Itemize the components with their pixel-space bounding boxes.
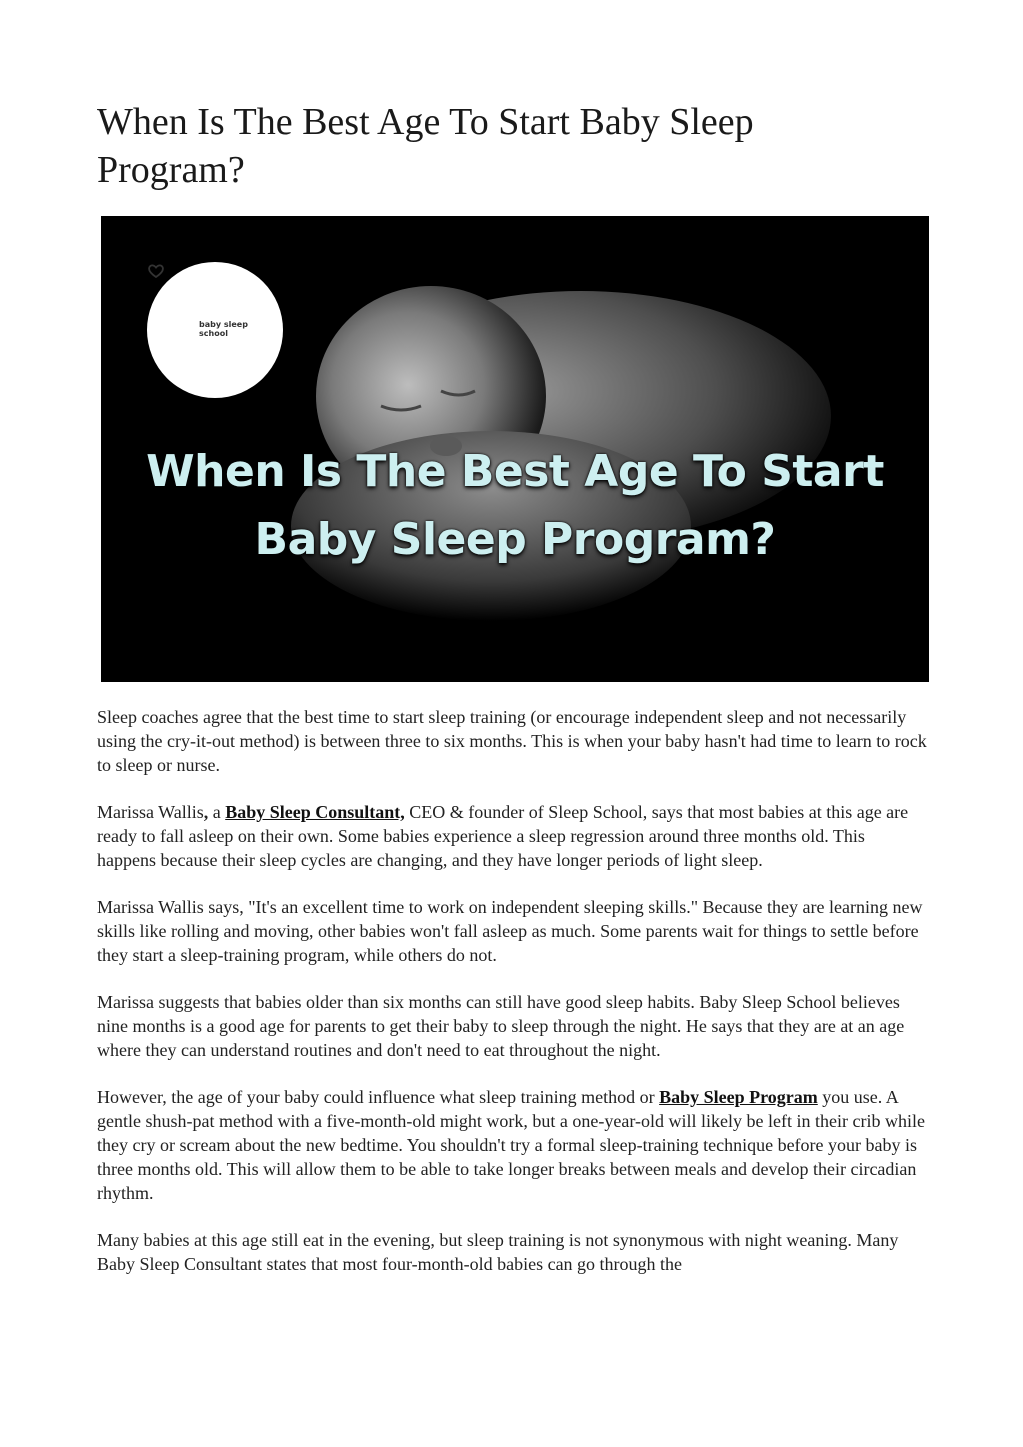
paragraph-2-text: Marissa Wallis	[97, 802, 204, 822]
paragraph-6: Many babies at this age still eat in the evening, but sleep training is not synonymous with night weaning. Many Baby Sleep Consultant states that most four-month-old babies can go through the	[97, 1230, 899, 1274]
hero-title	[101, 438, 929, 574]
logo-text	[199, 320, 259, 338]
paragraph-2-text: a	[208, 802, 226, 822]
logo-line-2: school	[199, 329, 228, 338]
baby-sleep-program-link[interactable]: Baby Sleep Program	[659, 1087, 818, 1107]
hero-title-line-2: Baby Sleep Program?	[254, 514, 776, 565]
paragraph-1: Sleep coaches agree that the best time to start sleep training (or encourage independent sleep and not necessarily using the cry-it-out method) is between three to six months. This is when your baby hasn't had time to learn to rock to sleep or nurse.	[97, 707, 927, 775]
paragraph-5	[97, 1085, 927, 1205]
hero-image	[101, 216, 929, 682]
paragraph-2-comma: ,	[203, 802, 209, 822]
page-title: When Is The Best Age To Start Baby Sleep Program?	[97, 101, 754, 191]
logo-heart-icon	[147, 262, 165, 280]
logo-badge	[147, 262, 283, 398]
baby-sleep-consultant-link[interactable]: Baby Sleep Consultant,	[225, 802, 405, 822]
article-body	[97, 705, 927, 1299]
hero-title-line-1: When Is The Best Age To Start	[146, 446, 884, 497]
logo-line-1: baby sleep	[199, 320, 248, 329]
paragraph-4: Marissa suggests that babies older than six months can still have good sleep habits. Baby Sleep School believes nine months is a good age for parents to get their baby to sleep through the night. He says that they are at an age where they can understand routines and don't need to eat throughout the night.	[97, 992, 905, 1060]
paragraph-2	[97, 800, 927, 872]
paragraph-5-text: you use. A gentle shush-pat method with a five-month-old might work, but a one-year-old will likely be left in their crib while they cry or scream about the new bedtime. You shouldn't try a formal sleep-training technique before your baby is three months old. This will allow them to be able to take longer breaks between meals and develop their circadian rhythm.	[97, 1087, 925, 1203]
paragraph-2-text: CEO & founder of Sleep School, says that most babies at this age are ready to fall asleep on their own. Some babies experience a sleep regression around three months old. This happens because their sleep cycles are changing, and they have longer periods of light sleep.	[97, 802, 909, 870]
paragraph-5-text: However, the age of your baby could influence what sleep training method or	[97, 1087, 660, 1107]
paragraph-3: Marissa Wallis says, "It's an excellent time to work on independent sleeping skills." Because they are learning new skills like rolling and moving, other babies won't fall asleep as much. Some parents wait for things to settle before they start a sleep-training program, while others do not.	[97, 897, 923, 965]
